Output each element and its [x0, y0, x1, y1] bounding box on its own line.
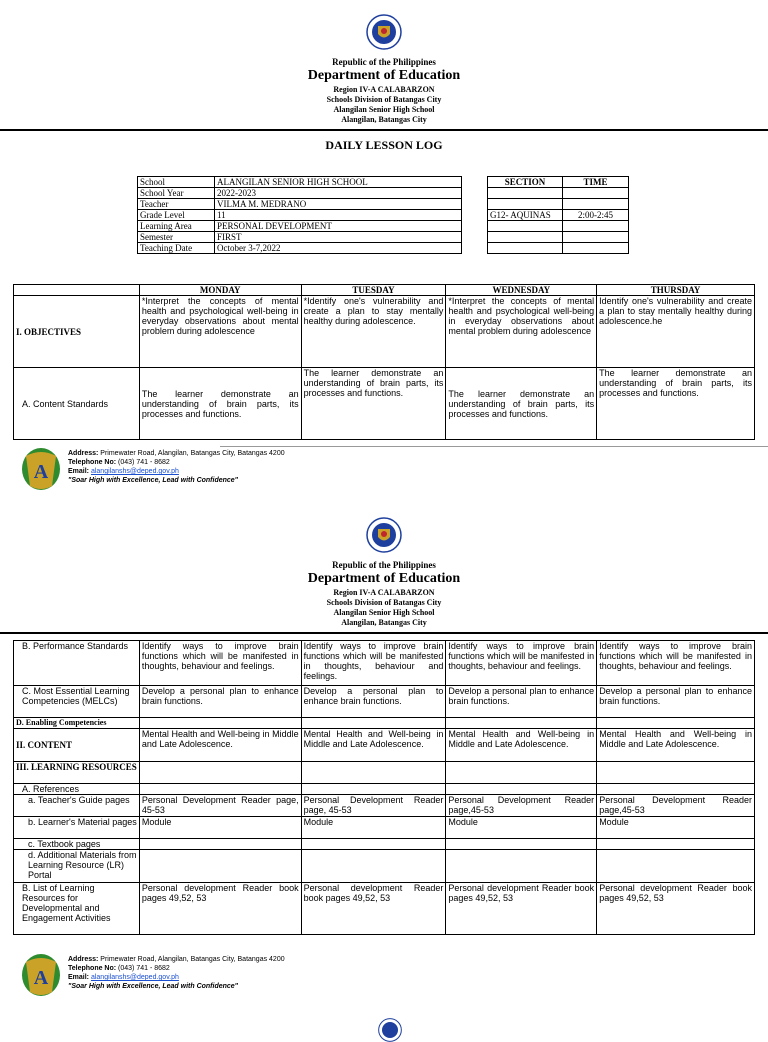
lesson-row: [14, 368, 755, 440]
footer-email-label: Email:: [68, 468, 90, 475]
info-label: Grade Level: [138, 210, 215, 221]
svg-text:A: A: [33, 967, 49, 989]
footer-motto: "Soar High with Excellence, Lead with Confidence": [68, 477, 239, 484]
cell-tuesday: Identify ways to improve brain functions which will be manifested in thoughts, behaviour and feelings.: [301, 641, 446, 686]
cell-thursday: Identify ways to improve brain functions which will be manifested in thoughts, behaviour and feelings.: [597, 641, 755, 686]
cell-thursday: [597, 718, 755, 729]
row-label: II. CONTENT: [14, 729, 140, 762]
cell-thursday: [597, 762, 755, 784]
cell-wednesday: Module: [446, 817, 597, 839]
cell-wednesday: Personal Development Reader page,45-53: [446, 795, 597, 817]
lesson-grid-page1: [13, 284, 755, 440]
cell-tuesday: The learner demonstrate an understanding of brain parts, its processes and functions.: [301, 368, 446, 440]
info-table: [137, 176, 462, 254]
info-label: Learning Area: [138, 221, 215, 232]
cell-wednesday: Personal development Reader book pages 49,52, 53: [446, 883, 597, 935]
info-row: [138, 199, 462, 210]
info-value: October 3-7,2022: [215, 243, 462, 254]
cell-thursday: [597, 850, 755, 883]
cell-monday: Develop a personal plan to enhance brain functions.: [139, 686, 301, 718]
lesson-row: [14, 850, 755, 883]
footer-page2: [68, 955, 285, 991]
lesson-row: [14, 883, 755, 935]
info-label: School Year: [138, 188, 215, 199]
row-label: B. List of Learning Resources for Developmental and Engagement Activities: [14, 883, 140, 935]
info-row: [138, 210, 462, 221]
header-region: Region IV-A CALABARZON: [333, 85, 435, 94]
lesson-row: [14, 641, 755, 686]
header-school: Alangilan Senior High School: [333, 608, 435, 617]
lesson-row: [14, 718, 755, 729]
cell-tuesday: [301, 718, 446, 729]
day-header-thursday: THURSDAY: [597, 285, 755, 296]
day-header-wednesday: WEDNESDAY: [446, 285, 597, 296]
cell-tuesday: [301, 850, 446, 883]
cell-tuesday: Personal development Reader book pages 49,52, 53: [301, 883, 446, 935]
row-label: A. Content Standards: [14, 368, 140, 440]
cell-monday: Personal development Reader book pages 49,52, 53: [139, 883, 301, 935]
footer-phone: (043) 741 - 8682: [118, 965, 170, 972]
time-header: TIME: [563, 177, 629, 188]
lesson-row: [14, 817, 755, 839]
footer-email-label: Email:: [68, 974, 90, 981]
row-label: D. Enabling Competencies: [14, 718, 140, 729]
lesson-row: [14, 795, 755, 817]
header-school: Alangilan Senior High School: [333, 105, 435, 114]
info-row: [138, 243, 462, 254]
school-logo-icon: [20, 952, 62, 998]
header-region: Region IV-A CALABARZON: [333, 588, 435, 597]
cell-monday: Personal Development Reader page, 45-53: [139, 795, 301, 817]
deped-seal-icon: [366, 14, 402, 50]
page-separator: [220, 446, 768, 447]
info-value: FIRST: [215, 232, 462, 243]
cell-wednesday: [446, 762, 597, 784]
footer-address: Primewater Road, Alangilan, Batangas City, Batangas 4200: [100, 956, 285, 963]
cell-wednesday: [446, 850, 597, 883]
svg-text:A: A: [33, 461, 49, 483]
header-division: Schools Division of Batangas City: [326, 95, 442, 104]
day-header-monday: MONDAY: [139, 285, 301, 296]
info-row: [138, 221, 462, 232]
lesson-row: [14, 784, 755, 795]
cell-tuesday: [301, 762, 446, 784]
header-republic: Republic of the Philippines: [332, 560, 436, 570]
cell-wednesday: Mental Health and Well-being in Middle and Late Adolescence.: [446, 729, 597, 762]
info-value: 2022-2023: [215, 188, 462, 199]
info-value: 11: [215, 210, 462, 221]
lesson-row: [14, 686, 755, 718]
footer-address-label: Address:: [68, 450, 99, 457]
footer-phone: (043) 741 - 8682: [118, 459, 170, 466]
info-value: PERSONAL DEVELOPMENT: [215, 221, 462, 232]
cell-tuesday: [301, 839, 446, 850]
info-label: Teaching Date: [138, 243, 215, 254]
cell-thursday: Module: [597, 817, 755, 839]
cell-wednesday: Identify ways to improve brain functions which will be manifested in thoughts, behaviour and feelings.: [446, 641, 597, 686]
header-division: Schools Division of Batangas City: [326, 598, 442, 607]
info-label: School: [138, 177, 215, 188]
footer-email-link[interactable]: alangilanshs@deped.gov.ph: [90, 974, 179, 981]
day-header-tuesday: TUESDAY: [301, 285, 446, 296]
row-label: c. Textbook pages: [14, 839, 140, 850]
lesson-row: [14, 839, 755, 850]
info-row: [138, 232, 462, 243]
header-rule: [0, 129, 768, 131]
footer-phone-label: Telephone No:: [68, 459, 117, 466]
cell-tuesday: Module: [301, 817, 446, 839]
cell-monday: Module: [139, 817, 301, 839]
cell-wednesday: [446, 718, 597, 729]
cell-thursday: Mental Health and Well-being in Middle and Late Adolescence.: [597, 729, 755, 762]
deped-seal-icon: [366, 517, 402, 553]
cell-wednesday: The learner demonstrate an understanding of brain parts, its processes and functions.: [446, 368, 597, 440]
section-time-table: [487, 176, 629, 254]
cell-thursday: [597, 784, 755, 795]
row-label: III. LEARNING RESOURCES: [14, 762, 140, 784]
cell-wednesday: [446, 839, 597, 850]
cell-tuesday: Develop a personal plan to enhance brain functions.: [301, 686, 446, 718]
info-row: [138, 188, 462, 199]
lesson-grid-page2: [13, 640, 755, 935]
cell-thursday: Identify one's vulnerability and create a plan to stay mentally healthy during adolescence.he: [597, 296, 755, 368]
deped-seal-icon: [378, 1018, 402, 1042]
cell-monday: [139, 839, 301, 850]
lesson-row: [14, 762, 755, 784]
info-label: Teacher: [138, 199, 215, 210]
section-header: SECTION: [488, 177, 563, 188]
cell-tuesday: Mental Health and Well-being in Middle and Late Adolescence.: [301, 729, 446, 762]
footer-address: Primewater Road, Alangilan, Batangas City, Batangas 4200: [100, 450, 285, 457]
cell-thursday: Personal development Reader book pages 49,52, 53: [597, 883, 755, 935]
header-department: Department of Education: [307, 571, 461, 586]
cell-monday: [139, 850, 301, 883]
header-rule: [0, 632, 768, 634]
footer-address-label: Address:: [68, 956, 99, 963]
time-value: 2:00-2:45: [563, 210, 629, 221]
footer-email-link[interactable]: alangilanshs@deped.gov.ph: [90, 468, 179, 475]
row-label: a. Teacher's Guide pages: [14, 795, 140, 817]
header-republic: Republic of the Philippines: [332, 57, 436, 67]
cell-monday: Identify ways to improve brain functions which will be manifested in thoughts, behaviour and feelings.: [139, 641, 301, 686]
footer-motto: "Soar High with Excellence, Lead with Confidence": [68, 983, 239, 990]
cell-monday: [139, 784, 301, 795]
row-label: A. References: [14, 784, 140, 795]
row-label: C. Most Essential Learning Competencies (MELCs): [14, 686, 140, 718]
info-row: [138, 177, 462, 188]
lesson-row: [14, 296, 755, 368]
cell-thursday: Personal Development Reader page,45-53: [597, 795, 755, 817]
page-title: DAILY LESSON LOG: [325, 138, 443, 152]
row-label: B. Performance Standards: [14, 641, 140, 686]
row-label: d. Additional Materials from Learning Resource (LR) Portal: [14, 850, 140, 883]
lesson-row: [14, 729, 755, 762]
header-department: Department of Education: [307, 68, 461, 83]
cell-monday: [139, 762, 301, 784]
cell-tuesday: [301, 784, 446, 795]
header-location: Alangilan, Batangas City: [341, 115, 427, 124]
cell-tuesday: *Identify one's vulnerability and create a plan to stay mentally healthy during adolescence.: [301, 296, 446, 368]
cell-wednesday: *Interpret the concepts of mental health and psychological well-being in everyday observations about mental problem during adolescence: [446, 296, 597, 368]
row-label: b. Learner's Material pages: [14, 817, 140, 839]
cell-wednesday: Develop a personal plan to enhance brain functions.: [446, 686, 597, 718]
cell-thursday: Develop a personal plan to enhance brain functions.: [597, 686, 755, 718]
footer-phone-label: Telephone No:: [68, 965, 117, 972]
info-value: ALANGILAN SENIOR HIGH SCHOOL: [215, 177, 462, 188]
school-logo-icon: [20, 446, 62, 492]
section-value: G12- AQUINAS: [488, 210, 563, 221]
info-label: Semester: [138, 232, 215, 243]
cell-monday: [139, 718, 301, 729]
cell-thursday: [597, 839, 755, 850]
cell-monday: *Interpret the concepts of mental health and psychological well-being in everyday observations about mental problem during adolescence: [139, 296, 301, 368]
row-label: I. OBJECTIVES: [14, 296, 140, 368]
cell-wednesday: [446, 784, 597, 795]
info-value: VILMA M. MEDRANO: [215, 199, 462, 210]
cell-monday: The learner demonstrate an understanding of brain parts, its processes and functions.: [139, 368, 301, 440]
cell-thursday: The learner demonstrate an understanding of brain parts, its processes and functions.: [597, 368, 755, 440]
cell-monday: Mental Health and Well-being in Middle and Late Adolescence.: [139, 729, 301, 762]
cell-tuesday: Personal Development Reader page, 45-53: [301, 795, 446, 817]
header-location: Alangilan, Batangas City: [341, 618, 427, 627]
footer-page1: [68, 449, 285, 485]
